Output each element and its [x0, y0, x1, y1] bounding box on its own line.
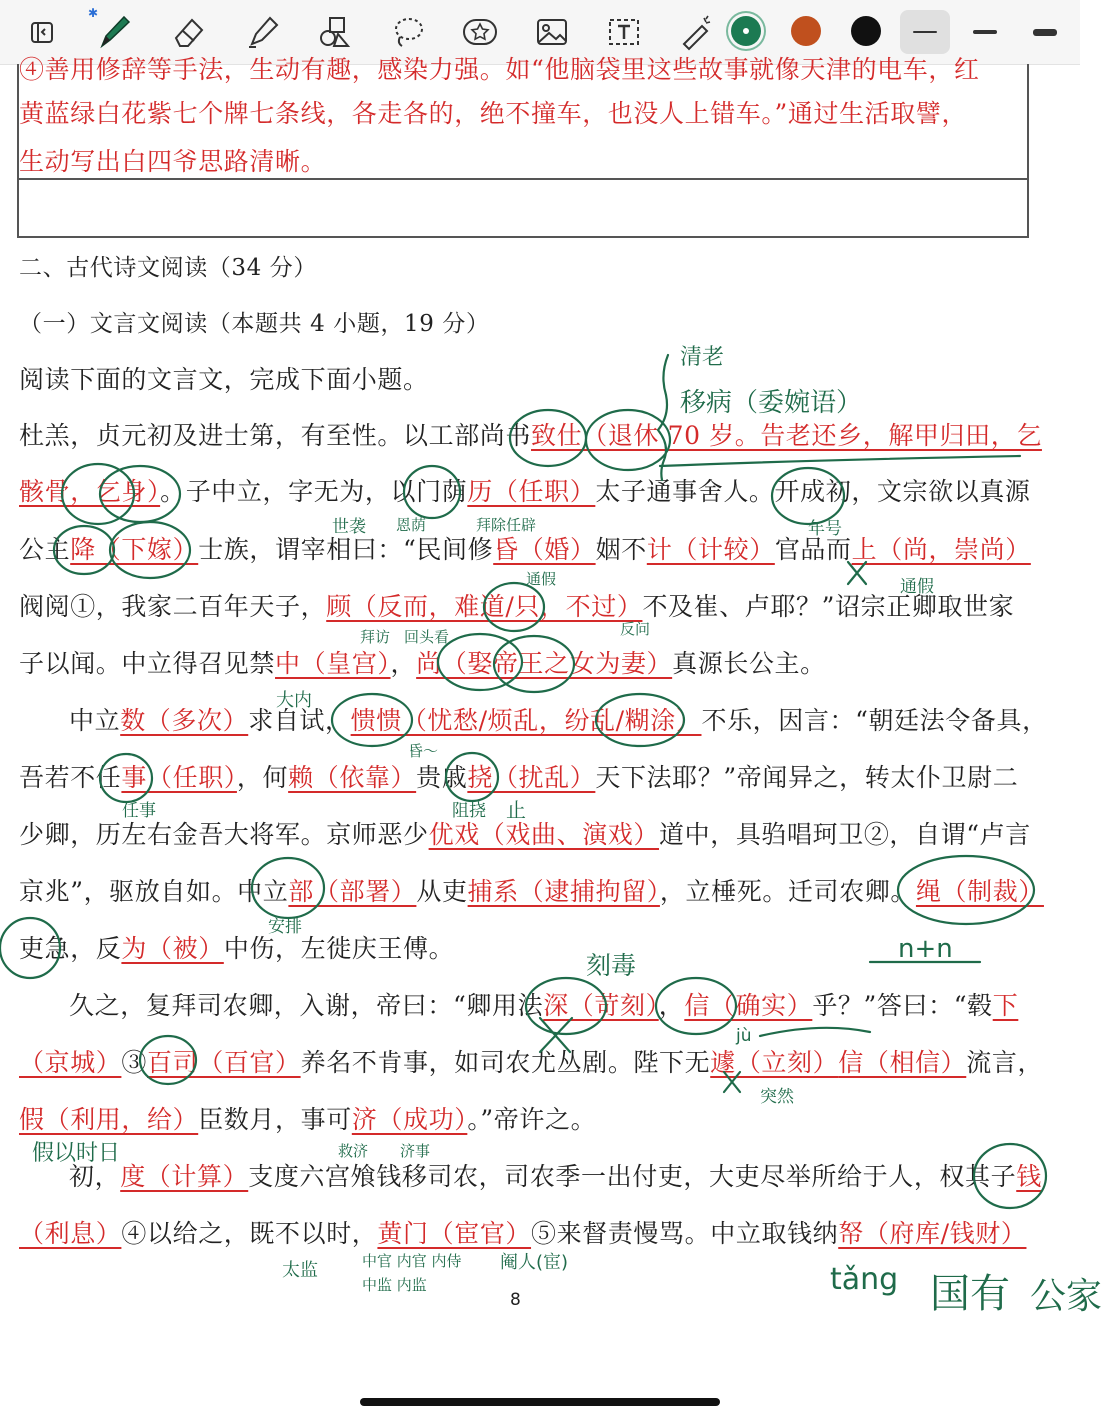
passage-text: 不及崔、卢耶？”诏宗正卿取世家 — [642, 592, 1015, 621]
passage-line — [19, 1218, 1026, 1250]
handwritten-note: 安排 — [268, 917, 302, 937]
answer-line-1: ④善用修辞等手法，生动有趣，感染力强。如“他脑袋里这些故事就像天津的电车，红 — [19, 55, 980, 84]
handwritten-note: 救济 — [338, 1142, 369, 1160]
passage-text: ④以给之，既不以时， — [121, 1219, 378, 1248]
selected-dot-icon — [743, 28, 749, 34]
handwritten-note: 年号 — [808, 519, 842, 539]
passage-text: 真源长公主。 — [672, 649, 826, 678]
handwritten-note: jù — [736, 1026, 752, 1046]
handwritten-note: 假以时日 — [32, 1141, 121, 1166]
passage-text: 养名不肯事，如司农尤丛剧。陛下无 — [300, 1048, 711, 1077]
passage-text: 子以闻。中立得召见禁 — [19, 649, 276, 678]
passage-text: 道中，具驺唱珂卫②，自谓“卢言 — [659, 820, 1031, 849]
passage-line — [19, 819, 1031, 851]
color-orange-swatch[interactable] — [791, 16, 821, 46]
handwritten-note: 止 — [506, 798, 526, 822]
annotated-phrase: 事（任职） — [121, 763, 237, 792]
annotated-phrase: 深（苛刻） — [543, 991, 659, 1020]
answer-line-2: 黄蓝绿白花紫七个牌七条线，各走各的，绝不撞车，也没人上错车。”通过生活取譬， — [19, 99, 968, 128]
annotated-phrase: （利息） — [19, 1219, 122, 1248]
passage-text: ，立棰死。迁司农卿。 — [659, 877, 916, 906]
handwritten-note: 拜访 — [360, 628, 391, 646]
handwritten-note: 恩荫 — [396, 516, 427, 534]
passage-text: 京兆”，驱放自如。中立 — [19, 877, 289, 906]
annotated-phrase: 钱 — [1016, 1162, 1042, 1191]
sidebar-toggle-icon — [22, 12, 62, 52]
document-page[interactable] — [0, 55, 1080, 1364]
lasso-icon — [388, 12, 428, 52]
annotated-phrase: 帑（府库/钱财） — [838, 1219, 1027, 1248]
passage-text: 流言， — [966, 1048, 1044, 1077]
handwritten-note: 反问 — [620, 620, 651, 638]
handwritten-note: 中监 内监 — [362, 1276, 427, 1294]
annotated-phrase: 假（利用，给） — [19, 1105, 199, 1134]
passage-text: 臣数月，事可 — [198, 1105, 352, 1134]
star-sticker-icon — [460, 12, 500, 52]
passage-line — [19, 591, 1014, 623]
annotated-phrase: 百司（百官） — [147, 1048, 301, 1077]
passage-text: 少卿，历左右金吾大将军。京师恶少 — [19, 820, 429, 849]
lasso-tool-button[interactable] — [386, 10, 430, 54]
sidebar-toggle-button[interactable] — [20, 10, 64, 54]
subsection-title: （一）文言文阅读（本题共 4 小题，19 分） — [19, 311, 490, 337]
shapes-icon — [314, 12, 354, 52]
thickness-thick-button[interactable] — [1020, 10, 1070, 54]
annotated-phrase: 黄门（宦官） — [377, 1219, 532, 1248]
passage-line — [19, 476, 1031, 508]
passage-text: 。”帝许之。 — [467, 1105, 597, 1134]
passage-text: 乎？”答曰：“毂 — [812, 991, 993, 1020]
handwritten-note: 公家 — [1030, 1276, 1102, 1317]
passage-line — [19, 648, 826, 680]
annotated-phrase: （京城） — [19, 1048, 122, 1077]
handwritten-note: 拜除任辟 — [476, 516, 537, 534]
annotated-phrase: 上（尚，崇尚） — [851, 535, 1031, 564]
annotated-phrase: 降（下嫁） — [70, 535, 199, 564]
passage-text: 不乐，因言：“朝廷法令备具， — [701, 706, 1048, 735]
thickness-medium-button[interactable] — [960, 10, 1010, 54]
annotated-phrase: 捕系（逮捕拘留） — [467, 877, 660, 906]
answer-box-divider — [19, 178, 1027, 180]
passage-line — [19, 420, 1042, 452]
instruction-text: 阅读下面的文言文，完成下面小题。 — [19, 365, 429, 394]
passage-text: ③ — [121, 1048, 148, 1077]
handwritten-note: 任事 — [122, 801, 156, 821]
handwritten-note: 阻挠 — [452, 801, 486, 821]
annotated-phrase: 计（计较） — [646, 535, 775, 564]
passage-line — [19, 1161, 1042, 1193]
passage-text: ， — [390, 649, 417, 678]
annotated-phrase: 骸骨，乞身） — [19, 477, 161, 506]
text-box-icon — [604, 12, 644, 52]
annotated-phrase: 昏（婚） — [493, 535, 596, 564]
pen-tool-button[interactable] — [92, 10, 136, 54]
annotated-phrase: 愦愦（忧愁/烦乱，纷乱/糊涂） — [350, 706, 702, 735]
annotated-phrase: 信（相信） — [838, 1048, 967, 1077]
annotated-phrase: 下 — [992, 991, 1019, 1020]
annotated-phrase: 挠（扰乱） — [467, 763, 596, 792]
answer-line-3: 生动写出白四爷思路清晰。 — [19, 147, 327, 176]
passage-text: 中伤，左徙庆王傅。 — [223, 934, 455, 963]
passage-text: 初， — [69, 1162, 121, 1191]
annotated-phrase: 顾（反而，难道/只，不过） — [326, 592, 643, 621]
annotated-phrase: 为（被） — [121, 934, 224, 963]
text-box-tool-button[interactable] — [602, 10, 646, 54]
passage-line — [19, 1104, 596, 1136]
passage-text: 中立 — [69, 706, 121, 735]
shapes-tool-button[interactable] — [312, 10, 356, 54]
annotated-phrase: 赖（依靠） — [288, 763, 417, 792]
passage-text: ， — [658, 991, 685, 1020]
image-tool-button[interactable] — [530, 10, 574, 54]
handwritten-note: 国有 — [930, 1271, 1010, 1317]
handwritten-note: 刻毒 — [586, 951, 637, 980]
passage-text: ，何 — [236, 763, 289, 792]
handwritten-note: 通假 — [526, 570, 557, 588]
passage-line — [19, 534, 1031, 566]
laser-pointer-icon — [674, 12, 714, 52]
passage-text: 贵戚 — [416, 763, 468, 792]
passage-line — [19, 762, 1018, 794]
eraser-tool-button[interactable] — [166, 10, 210, 54]
handwritten-note: 太监 — [282, 1260, 318, 1281]
image-icon — [532, 12, 572, 52]
passage-text: 阀阅①，我家二百年天子， — [19, 592, 327, 621]
annotated-phrase: 度（计算） — [120, 1162, 249, 1191]
passage-line — [19, 1047, 1043, 1079]
passage-text: 姻不 — [595, 535, 647, 564]
laser-pointer-tool-button[interactable] — [672, 10, 716, 54]
handwritten-note: tǎng — [830, 1262, 899, 1297]
handwritten-note: 昏～ — [408, 742, 439, 760]
annotated-phrase: 济（成功） — [351, 1105, 468, 1134]
handwritten-note: 大内 — [276, 690, 312, 711]
annotated-phrase: 中（皇宫） — [275, 649, 391, 678]
passage-text: 杜羔，贞元初及进士第，有至性。以工部尚书 — [19, 421, 532, 450]
highlighter-icon — [242, 12, 282, 52]
annotated-phrase: 数（多次） — [120, 706, 249, 735]
annotated-phrase: 致仕（退休 70 岁。告老还乡，解甲归田，乞 — [531, 421, 1042, 450]
annotated-phrase: 部（部署） — [288, 877, 417, 906]
page-number: 8 — [510, 1290, 521, 1310]
passage-text: 吏急，反 — [19, 934, 122, 963]
handwritten-note: 世袭 — [332, 517, 366, 537]
pen-icon — [94, 12, 134, 52]
passage-text: 官品而 — [774, 535, 852, 564]
handwritten-note: 回头看 — [404, 628, 450, 646]
handwritten-note: 济事 — [400, 1142, 431, 1160]
highlighter-tool-button[interactable] — [240, 10, 284, 54]
home-indicator[interactable] — [360, 1398, 720, 1406]
eraser-icon — [168, 12, 208, 52]
color-black-swatch[interactable] — [851, 16, 881, 46]
sticker-tool-button[interactable] — [458, 10, 502, 54]
annotated-phrase: 遽（立刻） — [710, 1048, 839, 1077]
passage-text: 支度六宫飧钱移司农，司农季一出付吏，大吏尽举所给于人，权其子 — [248, 1162, 1017, 1191]
annotated-phrase: 绳（制裁） — [915, 877, 1044, 906]
passage-line — [19, 933, 454, 965]
handwritten-note: 阉人(宦) — [500, 1252, 569, 1273]
passage-text: 公主 — [19, 535, 71, 564]
handwritten-note: 移病（委婉语） — [680, 388, 863, 418]
passage-text: 从吏 — [416, 877, 468, 906]
passage-line — [19, 876, 1044, 908]
handwritten-note: 通假 — [900, 577, 934, 597]
annotated-phrase: 历（任职） — [467, 477, 596, 506]
thickness-thin-button[interactable] — [900, 10, 950, 54]
annotated-phrase: 尚（娶帝王之女为妻） — [416, 649, 673, 678]
passage-text: 求自试， — [248, 706, 351, 735]
bluetooth-icon: ✱ — [88, 6, 99, 20]
passage-text: 太子通事舍人。开成初，文宗欲以真源 — [595, 477, 1031, 506]
passage-text: ⑤来督责慢骂。中立取钱纳 — [531, 1219, 839, 1248]
handwritten-note: 清老 — [680, 345, 725, 370]
passage-text: 天下法耶？”帝闻异之，转太仆卫尉二 — [595, 763, 1019, 792]
passage-text: 。子中立，字无为，以门荫 — [160, 477, 468, 506]
passage-line — [19, 990, 1018, 1022]
handwritten-note: 中官 内官 内侍 — [362, 1252, 462, 1270]
section-title: 二、古代诗文阅读（34 分） — [19, 255, 317, 281]
annotated-phrase: 优戏（戏曲、演戏） — [428, 820, 660, 849]
color-green-swatch[interactable] — [731, 16, 761, 46]
passage-line — [19, 705, 1048, 737]
annotated-phrase: 信（确实） — [684, 991, 813, 1020]
handwritten-note: n+n — [898, 934, 953, 964]
handwritten-note: 突然 — [760, 1087, 794, 1107]
passage-text: 吾若不任 — [19, 763, 122, 792]
passage-text: 久之，复拜司农卿，入谢，帝曰：“卿用法 — [69, 991, 544, 1020]
passage-text: 士族，谓宰相曰：“民间修 — [198, 535, 494, 564]
